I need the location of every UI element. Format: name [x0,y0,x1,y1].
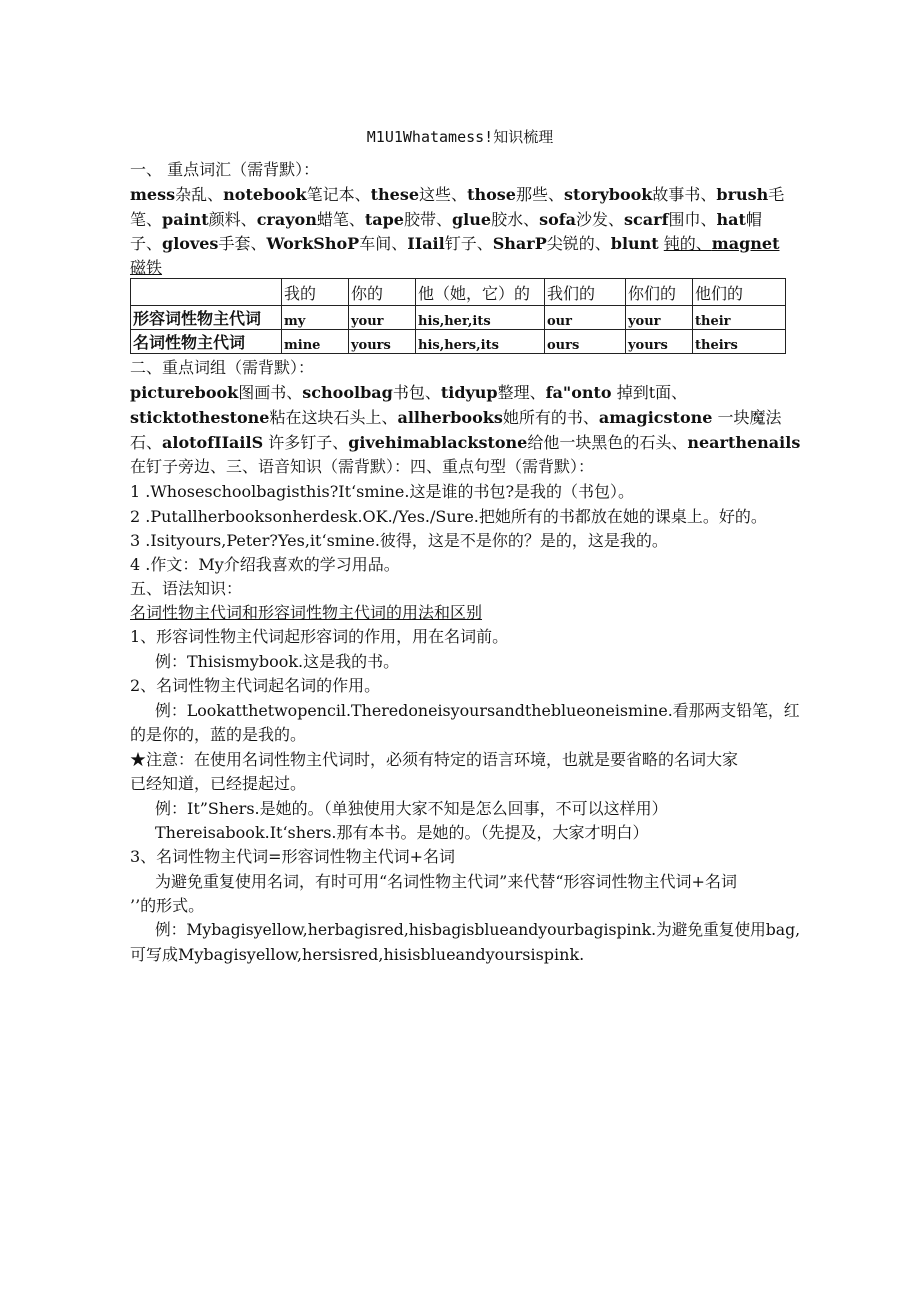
section-1-heading: 一、 重点词汇（需背默）： [130,160,320,179]
grammar-line: 1、形容词性物主代词起形容词的作用，用在名词前。 [130,627,509,646]
vocab-en: storybook [563,185,653,204]
table-cell: yours [349,330,416,354]
phrase-zh: 掉到t面、 [616,383,688,402]
section-5-heading: 五、语法知识： [130,579,243,598]
vocab-en: mess [130,185,176,204]
vocab-zh: 笔记本、 [306,185,371,204]
phrase-en: nearthenails [687,433,801,452]
phrase-zh: 石、 [130,433,163,452]
vocab-en: paint [162,210,209,229]
table-header-cell: 你们的 [626,279,693,306]
sentence-1: 1 .Whoseschoolbagisthis?It‘smine.这是谁的书包?是我的（书包）。 [130,482,635,501]
phrase-zh: 图画书、 [238,383,303,402]
phrase-line-3 [130,431,800,455]
row-label: 形容词性物主代词 [131,306,282,330]
table-header-cell: 我们的 [545,279,626,306]
table-cell: ours [545,330,626,354]
phrase-zh: 一块魔法 [717,408,782,427]
table-header-cell: 你的 [349,279,416,306]
table-cell: his,hers,its [416,330,545,354]
table-cell: yours [626,330,693,354]
vocab-en: hat [716,210,746,229]
vocab-zh: 颜料、 [208,210,257,229]
vocab-en: tape [364,210,404,229]
phrase-en: alotofIIailS [162,433,264,452]
table-header-cell: 他（她，它）的 [416,279,545,306]
page-title: M1U1Whatamess!知识梳理 [366,128,554,146]
phrase-en: givehimablackstone [348,433,528,452]
vocab-en: WorkShoP [266,234,360,253]
table-cell: your [349,306,416,330]
vocab-en: magnet [711,234,780,253]
grammar-line: 可写成Mybagisyellow,hersisred,hisisblueandyoursispink. [130,945,585,964]
grammar-line: 的是你的，蓝的是我的。 [130,725,307,744]
vocab-zh: 钉子、 [444,234,493,253]
grammar-line: 已经知道，已经提起过。 [130,774,307,793]
vocab-zh: 胶水、 [491,210,540,229]
table-cell: our [545,306,626,330]
pronoun-table [130,278,786,354]
phrase-line-2 [130,406,782,430]
grammar-line: 2、名词性物主代词起名词的作用。 [130,676,381,695]
phrase-en: amagicstone [598,408,713,427]
grammar-line: ★注意：在使用名词性物主代词时，必须有特定的语言环境，也就是要省略的名词大家 [130,750,739,769]
vocab-en: sofa [539,210,577,229]
grammar-line: 3、名词性物主代词=形容词性物主代词+名词 [130,847,455,866]
vocab-zh: 子、 [130,234,163,253]
section-2-heading: 二、重点词组（需背默）： [130,358,315,377]
grammar-line: 例：Lookatthetwopencil.Theredoneisyoursandtheblueoneismine.看那两支铅笔，红 [155,701,800,720]
vocab-en: brush [716,185,769,204]
table-header-row [131,279,786,306]
vocab-zh: 故事书、 [652,185,717,204]
table-cell: mine [282,330,349,354]
vocab-zh: 笔、 [130,210,163,229]
grammar-line: 为避免重复使用名词，有时可用“名词性物主代词”来代替“形容词性物主代词+名词 [155,872,737,891]
row-label: 名词性物主代词 [131,330,282,354]
vocab-en: these [370,185,420,204]
grammar-line: 例：Mybagisyellow,herbagisred,hisbagisblueandyourbagispink.为避免重复使用bag, [155,920,801,939]
sentence-3: 3 .Isityours,Peter?Yes,it‘smine.彼得，这是不是你的？是的，这是我的。 [130,531,668,550]
vocab-zh: 杂乱、 [175,185,224,204]
vocab-zh: 帽 [745,210,762,229]
vocab-en: IIail [407,234,445,253]
sentence-2: 2 .Putallherbooksonherdesk.OK./Yes./Sure.把她所有的书都放在她的课桌上。好的。 [130,507,767,526]
vocab-zh: 那些、 [515,185,564,204]
table-cell: my [282,306,349,330]
vocab-en: blunt [610,234,659,253]
vocab-zh: 钝的、 [663,234,712,253]
vocab-zh: 手套、 [218,234,267,253]
vocab-zh: 尖锐的、 [546,234,611,253]
table-row [131,330,786,354]
vocab-zh: 车间、 [359,234,408,253]
phrase-en: sticktothestone [130,408,270,427]
vocab-line-2 [130,208,762,232]
vocab-zh: 围巾、 [668,210,717,229]
phrase-line-4: 在钉子旁边、三、语音知识（需背默）：四、重点句型（需背默）： [130,457,595,476]
vocab-zh: 这些、 [419,185,468,204]
table-header-cell: 我的 [282,279,349,306]
vocab-line-4 [130,256,162,280]
table-cell: his,her,its [416,306,545,330]
phrase-en: fa"onto [545,383,612,402]
phrase-zh: 给他一块黑色的石头、 [527,433,688,452]
vocab-en: gloves [162,234,219,253]
phrase-zh: 她所有的书、 [502,408,599,427]
table-cell: theirs [693,330,786,354]
table-header-cell [131,279,282,306]
grammar-line: 例：Thisismybook.这是我的书。 [155,652,400,671]
phrase-zh: 整理、 [497,383,546,402]
vocab-zh: 胶带、 [403,210,452,229]
grammar-line: ’’的形式。 [130,896,205,915]
vocab-en: crayon [256,210,317,229]
grammar-line: Thereisabook.It‘shers.那有本书。是她的。（先提及，大家才明白） [155,823,649,842]
grammar-title: 名词性物主代词和形容词性物主代词的用法和区别 [130,603,483,622]
vocab-zh: 磁铁 [130,258,163,277]
vocab-en: notebook [223,185,307,204]
phrase-zh: 粘在这块石头上、 [269,408,398,427]
sentence-4: 4 .作文：My介绍我喜欢的学习用品。 [130,555,400,574]
phrase-zh: 许多钉子、 [268,433,349,452]
vocab-line-1 [130,183,784,207]
vocab-en: glue [451,210,492,229]
phrase-en: tidyup [440,383,498,402]
phrase-zh: 书包、 [392,383,441,402]
vocab-en: those [467,185,516,204]
table-cell: your [626,306,693,330]
vocab-zh: 沙发、 [576,210,625,229]
vocab-line-3 [130,232,779,256]
phrase-en: allherbooks [397,408,503,427]
vocab-zh: 毛 [768,185,785,204]
phrase-en: schoolbag [302,383,393,402]
table-header-cell: 他们的 [693,279,786,306]
phrase-en: picturebook [130,383,239,402]
vocab-en: SharP [492,234,547,253]
table-row [131,306,786,330]
vocab-zh: 蜡笔、 [316,210,365,229]
table-cell: their [693,306,786,330]
vocab-en: scarf [624,210,669,229]
phrase-line-1 [130,381,687,405]
grammar-line: 例：It”Shers.是她的。（单独使用大家不知是怎么回事，不可以这样用） [155,799,668,818]
